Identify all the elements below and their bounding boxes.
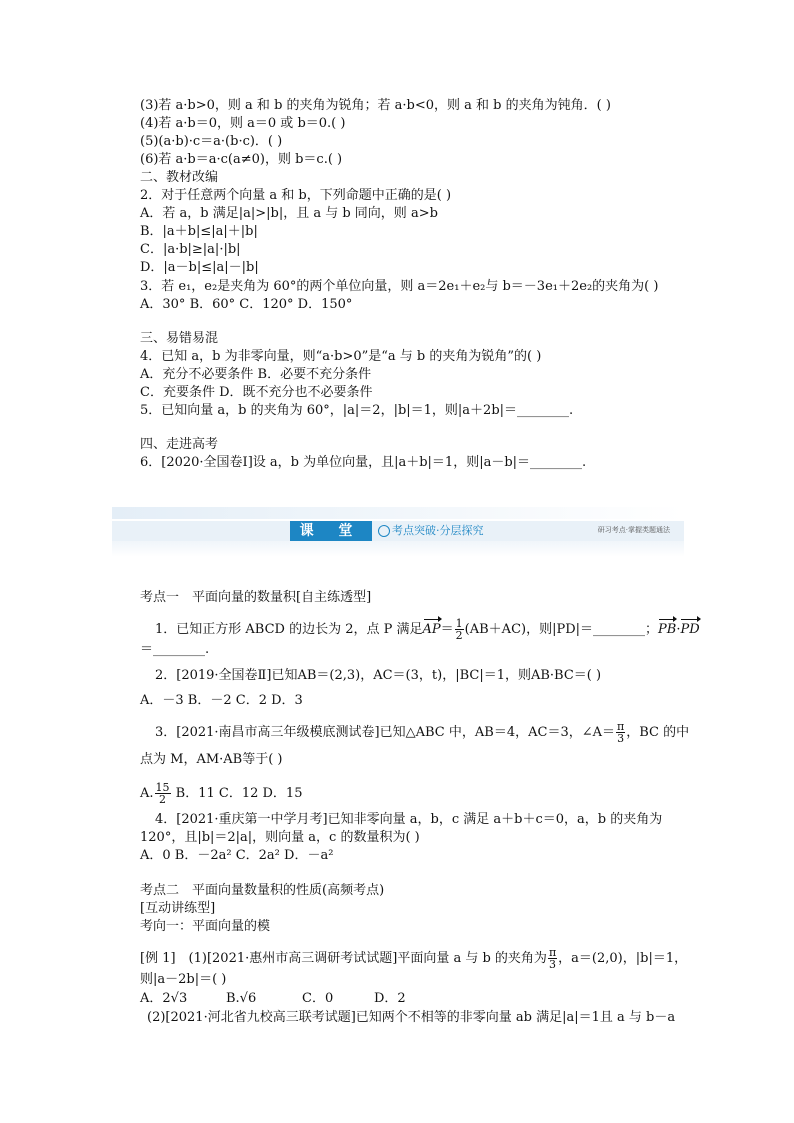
banner-subtitle-text: 考点突破·分层探究 — [392, 524, 484, 537]
vector-ap: AP — [422, 622, 441, 637]
exercise-4: 4．[2021·重庆第一中学月考]已知非零向量 a，b，c 满足 a＋b＋c＝0，a，b 的夹角为 — [155, 812, 663, 827]
example-1-text: [例 1] (1)[2021·惠州市高三调研考试试题]平面向量 a 与 b 的夹角为 — [140, 951, 547, 966]
example-1-text-end: ，a＝(2,0)，|b|＝1， — [558, 951, 688, 966]
section-heading-4: 四、走进高考 — [140, 437, 219, 452]
judge-item-3: (3)若 a·b>0，则 a 和 b 的夹角为锐角；若 a·b<0，则 a 和 b 的夹角为钝角．( ) — [140, 98, 611, 113]
judge-item-4: (4)若 a·b＝0，则 a＝0 或 b＝0.( ) — [140, 116, 346, 131]
fraction-numerator: π — [548, 946, 557, 959]
problem-6: 6．[2020·全国卷Ⅰ]设 a，b 为单位向量，且|a＋b|＝1，则|a－b|＝________. — [140, 455, 587, 470]
exercise-1-rest: (AB＋AC)，则|PD|＝________； — [464, 622, 659, 637]
problem-4: 4．已知 a，b 为非零向量，则“a·b>0”是“a 与 b 的夹角为锐角”的( ) — [140, 349, 542, 364]
option-c: C．0 — [302, 991, 334, 1006]
example-1-part-2: (2)[2021·河北省九校高三联考试题]已知两个不相等的非零向量 ab 满足|a|＝1且 a 与 b－a — [147, 1010, 676, 1025]
option-d: D．2 — [374, 991, 406, 1006]
banner-decoration-top — [112, 507, 684, 519]
topic-1-heading: 考点一 平面向量的数量积[自主练透型] — [140, 590, 372, 605]
topic-2-type: [互动讲练型] — [140, 901, 216, 916]
section-banner — [112, 521, 684, 541]
problem-2-option-a: A．若 a，b 满足|a|>|b|，且 a 与 b 同向，则 a>b — [140, 206, 438, 221]
option-a-label: A. — [140, 786, 154, 801]
vector-pd: PD — [680, 622, 700, 637]
exercise-1-eq: ＝ — [440, 622, 454, 637]
problem-5: 5．已知向量 a，b 的夹角为 60°，|a|＝2，|b|＝1，则|a＋2b|＝________. — [140, 403, 574, 418]
banner-subtitle — [378, 523, 484, 539]
exercise-1 — [155, 618, 700, 641]
problem-3: 3．若 e₁，e₂是夹角为 60°的两个单位向量，则 a＝2e₁＋e₂与 b＝－3e₁＋2e₂的夹角为( ) — [140, 279, 659, 294]
topic-2-heading: 考点二 平面向量数量积的性质(高频考点) — [140, 883, 385, 898]
fraction-pi-3 — [548, 947, 557, 970]
exercise-1-text: 1．已知正方形 ABCD 的边长为 2，点 P 满足 — [155, 622, 423, 637]
fraction-denominator: 2 — [455, 629, 463, 642]
banner-decoration-bottom — [112, 541, 684, 557]
example-1-options — [140, 991, 406, 1007]
exercise-2: 2．[2019·全国卷Ⅱ]已知AB＝(2,3)，AC＝(3，t)，|BC|＝1，则AB·BC＝( ) — [155, 668, 602, 683]
problem-2-option-c: C．|a·b|≥|a|·|b| — [140, 242, 241, 257]
exercise-3-options — [140, 782, 302, 805]
problem-4-options-cd: C．充要条件 D．既不充分也不必要条件 — [140, 385, 373, 400]
option-b: B.√6 — [226, 991, 257, 1006]
fraction-pi-3 — [616, 721, 625, 744]
exercise-3 — [155, 721, 689, 744]
options-rest: B．11 C．12 D．15 — [171, 786, 303, 801]
fraction-denominator: 2 — [159, 793, 167, 806]
problem-4-options-ab: A．充分不必要条件 B．必要不充分条件 — [140, 367, 372, 382]
exercise-4-options: A．0 B．－2a² C．2a² D．－a² — [140, 848, 334, 863]
section-heading-3: 三、易错易混 — [140, 331, 219, 346]
problem-2-option-b: B．|a＋b|≤|a|＋|b| — [140, 224, 258, 239]
direction-1-heading: 考向一：平面向量的模 — [140, 919, 271, 934]
example-1-continued: 则|a－2b|＝( ) — [140, 972, 227, 987]
banner-title: 课 堂 — [290, 521, 372, 541]
judge-item-5: (5)(a·b)·c＝a·(b·c)．( ) — [140, 134, 283, 149]
dot-operator: · — [676, 622, 681, 637]
exercise-3-text-end: ，BC 的中 — [626, 725, 690, 740]
fraction-denominator: 3 — [617, 732, 625, 745]
fraction-numerator: π — [617, 720, 625, 733]
vector-pb: PB — [658, 622, 677, 637]
exercise-3-text: 3．[2021·南昌市高三年级模底测试卷]已知△ABC 中，AB＝4，AC＝3，∠A＝ — [155, 725, 615, 740]
option-a: A．2√3 — [140, 991, 188, 1006]
fraction-half — [455, 618, 464, 641]
example-1 — [140, 947, 687, 970]
fraction-numerator: 15 — [155, 781, 170, 794]
exercise-1-continued: ＝________. — [140, 642, 210, 657]
circle-bullet-icon — [378, 525, 390, 537]
banner-right-note: 研习考点·掌握类题通法 — [597, 526, 670, 534]
judge-item-6: (6)若 a·b＝a·c(a≠0)，则 b＝c.( ) — [140, 152, 343, 167]
exercise-4-continued: 120°，且|b|＝2|a|，则向量 a，c 的数量积为( ) — [140, 830, 420, 845]
exercise-2-options: A．－3 B．－2 C．2 D．3 — [140, 693, 303, 708]
problem-2: 2．对于任意两个向量 a 和 b，下列命题中正确的是( ) — [140, 188, 452, 203]
section-heading-2: 二、教材改编 — [140, 170, 219, 185]
problem-3-options: A．30° B．60° C．120° D．150° — [140, 297, 353, 312]
fraction-15-2 — [155, 782, 171, 805]
fraction-numerator: 1 — [455, 617, 463, 630]
fraction-denominator: 3 — [549, 958, 557, 971]
problem-2-option-d: D．|a－b|≤|a|－|b| — [140, 260, 259, 275]
exercise-3-continued: 点为 M，AM·AB等于( ) — [140, 752, 283, 767]
